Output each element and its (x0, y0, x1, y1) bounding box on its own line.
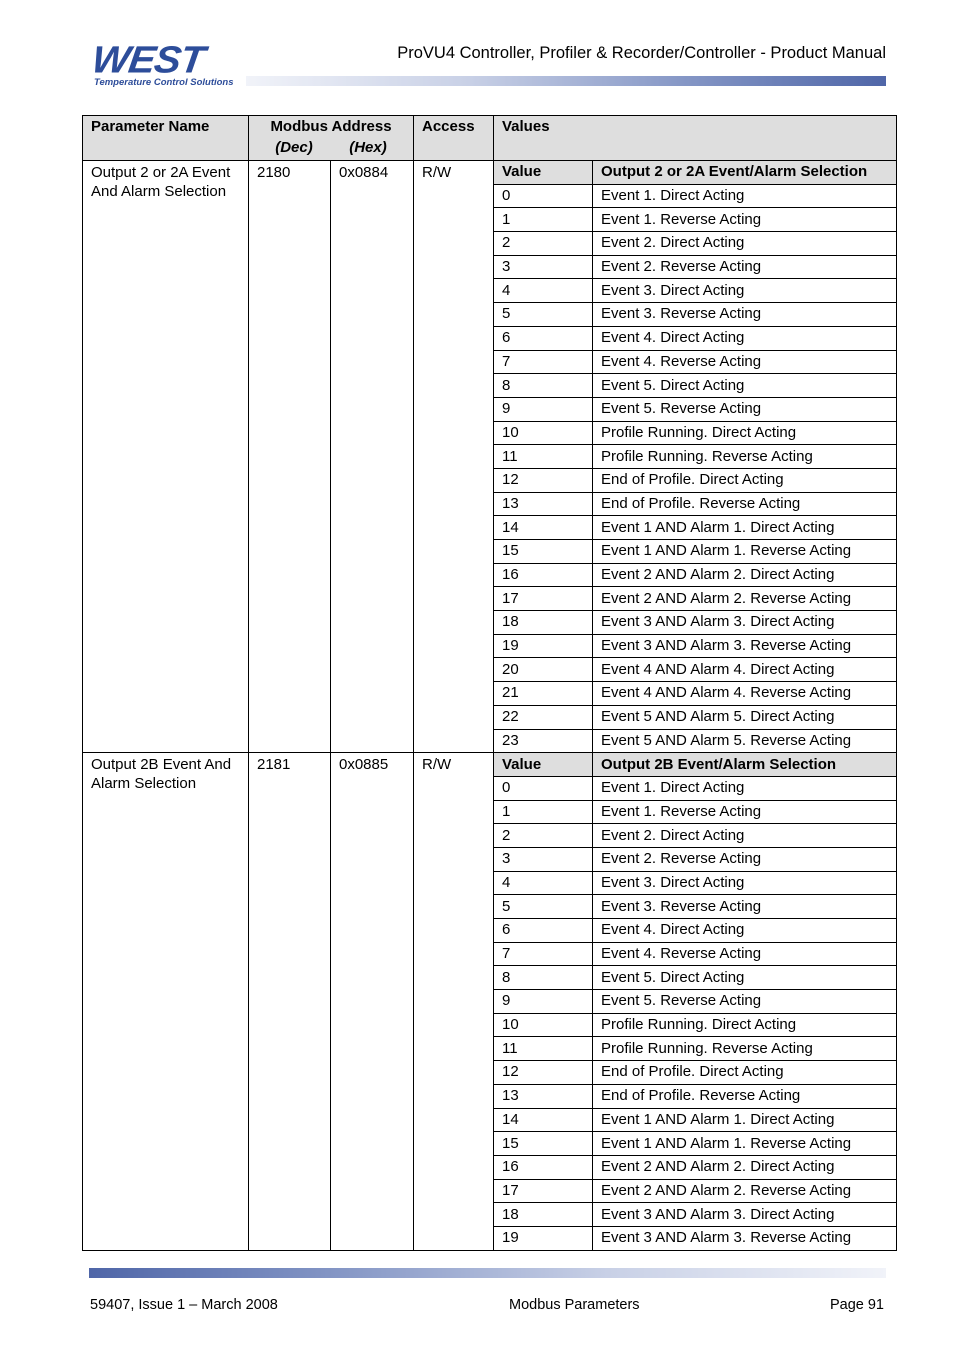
value-code: 0 (494, 776, 593, 800)
modbus-dec-text: 2180 (257, 164, 291, 181)
value-row (494, 800, 896, 824)
header-modbus-address (249, 116, 414, 161)
value-description: Event 1. Direct Acting (593, 776, 897, 800)
value-row (494, 184, 896, 208)
value-description: Event 2 AND Alarm 2. Direct Acting (593, 563, 897, 587)
value-row (494, 397, 896, 421)
value-description: Event 2. Direct Acting (593, 232, 897, 256)
value-code: 1 (494, 208, 593, 232)
header-hex: (Hex) (349, 139, 387, 156)
value-code: 13 (494, 492, 593, 516)
value-row (494, 729, 896, 752)
value-description: Event 2. Reverse Acting (593, 255, 897, 279)
value-row (494, 824, 896, 848)
access-mode-text: R/W (422, 756, 452, 774)
value-description: Event 4. Direct Acting (593, 919, 897, 943)
value-code: 3 (494, 255, 593, 279)
value-description: Event 3. Reverse Acting (593, 303, 897, 327)
value-description: Event 2 AND Alarm 2. Direct Acting (593, 1155, 897, 1179)
modbus-parameter-table (82, 115, 897, 1251)
value-code: 22 (494, 705, 593, 729)
value-code: 1 (494, 800, 593, 824)
modbus-hex (331, 161, 414, 753)
parameter-name (83, 753, 249, 1250)
modbus-hex-text: 0x0884 (339, 164, 389, 181)
header-modbus-label: Modbus Address (270, 118, 392, 135)
value-row (494, 563, 896, 587)
value-code: 16 (494, 563, 593, 587)
value-description: Profile Running. Direct Acting (593, 1013, 897, 1037)
value-row (494, 1203, 896, 1227)
value-row (494, 445, 896, 469)
value-code: 4 (494, 871, 593, 895)
value-row (494, 1084, 896, 1108)
value-row (494, 847, 896, 871)
value-code: 6 (494, 919, 593, 943)
value-row (494, 1037, 896, 1061)
value-row (494, 587, 896, 611)
value-row (494, 919, 896, 943)
value-description: End of Profile. Reverse Acting (593, 1084, 897, 1108)
value-row (494, 208, 896, 232)
value-code: 23 (494, 729, 593, 752)
value-row (494, 350, 896, 374)
value-row (494, 776, 896, 800)
value-description: Event 5. Direct Acting (593, 374, 897, 398)
description-col-header: Output 2B Event/Alarm Selection (593, 753, 897, 776)
value-code: 0 (494, 184, 593, 208)
value-row (494, 1013, 896, 1037)
value-description: Event 5. Direct Acting (593, 966, 897, 990)
value-code: 9 (494, 397, 593, 421)
value-description: Event 1 AND Alarm 1. Direct Acting (593, 516, 897, 540)
access-mode (414, 161, 494, 753)
footer-section-name: Modbus Parameters (509, 1297, 640, 1313)
value-description: End of Profile. Direct Acting (593, 468, 897, 492)
parameter-row (83, 753, 897, 1250)
value-code: 14 (494, 516, 593, 540)
value-row (494, 1132, 896, 1156)
value-description: Event 5. Reverse Acting (593, 990, 897, 1014)
value-col-header: Value (494, 161, 593, 184)
value-code: 3 (494, 847, 593, 871)
value-row (494, 1108, 896, 1132)
value-code: 2 (494, 232, 593, 256)
value-row (494, 611, 896, 635)
modbus-hex (331, 753, 414, 1250)
value-row (494, 421, 896, 445)
footer-divider-bar (89, 1268, 886, 1278)
value-code: 17 (494, 1179, 593, 1203)
values-cell (494, 161, 897, 753)
value-code: 5 (494, 303, 593, 327)
description-col-header: Output 2 or 2A Event/Alarm Selection (593, 161, 897, 184)
header-access: Access (414, 116, 494, 161)
value-row (494, 279, 896, 303)
value-code: 8 (494, 966, 593, 990)
value-code: 20 (494, 658, 593, 682)
value-list (494, 161, 896, 752)
value-row (494, 990, 896, 1014)
value-description: Event 5 AND Alarm 5. Direct Acting (593, 705, 897, 729)
value-row (494, 1155, 896, 1179)
value-code: 9 (494, 990, 593, 1014)
value-code: 7 (494, 942, 593, 966)
value-row (494, 966, 896, 990)
value-code: 10 (494, 421, 593, 445)
value-code: 19 (494, 634, 593, 658)
value-code: 15 (494, 540, 593, 564)
value-description: Event 3 AND Alarm 3. Direct Acting (593, 611, 897, 635)
value-code: 14 (494, 1108, 593, 1132)
parameter-name-text: Output 2 or 2A Event And Alarm Selection (91, 164, 231, 200)
value-row (494, 658, 896, 682)
value-description: End of Profile. Reverse Acting (593, 492, 897, 516)
value-description: Event 2. Direct Acting (593, 824, 897, 848)
value-row (494, 232, 896, 256)
value-description: Event 5. Reverse Acting (593, 397, 897, 421)
value-row (494, 540, 896, 564)
value-description: Event 2 AND Alarm 2. Reverse Acting (593, 587, 897, 611)
value-row (494, 634, 896, 658)
parameter-row (83, 161, 897, 753)
value-description: Event 3 AND Alarm 3. Direct Acting (593, 1203, 897, 1227)
modbus-dec (249, 753, 331, 1250)
document-title: ProVU4 Controller, Profiler & Recorder/Controller - Product Manual (397, 44, 886, 62)
header-values: Values (494, 116, 897, 161)
modbus-dec (249, 161, 331, 753)
access-mode-text: R/W (422, 164, 452, 181)
value-description: Event 3 AND Alarm 3. Reverse Acting (601, 1229, 852, 1247)
value-description: Event 3. Direct Acting (593, 279, 897, 303)
value-description: Event 4. Direct Acting (593, 326, 897, 350)
value-description: Event 1. Reverse Acting (593, 800, 897, 824)
value-row (494, 1061, 896, 1085)
value-description: Event 1. Direct Acting (593, 184, 897, 208)
value-list (494, 753, 896, 1249)
value-row (494, 516, 896, 540)
value-row (494, 255, 896, 279)
value-code: 4 (494, 279, 593, 303)
value-code: 15 (494, 1132, 593, 1156)
value-description: Event 4. Reverse Acting (593, 350, 897, 374)
value-code: 18 (494, 1203, 593, 1227)
footer-doc-reference: 59407, Issue 1 – March 2008 (90, 1297, 278, 1313)
value-code: 16 (494, 1155, 593, 1179)
logo-tagline: Temperature Control Solutions (94, 77, 234, 88)
value-row (494, 871, 896, 895)
value-description: End of Profile. Direct Acting (593, 1061, 897, 1085)
value-description: Event 2. Reverse Acting (593, 847, 897, 871)
value-code: 11 (494, 445, 593, 469)
value-description: Event 1 AND Alarm 1. Reverse Acting (593, 1132, 897, 1156)
value-description: Event 2 AND Alarm 2. Reverse Acting (593, 1179, 897, 1203)
value-description: Event 3. Reverse Acting (593, 895, 897, 919)
value-description: Event 4 AND Alarm 4. Direct Acting (593, 658, 897, 682)
value-row (494, 326, 896, 350)
value-code: 8 (494, 374, 593, 398)
value-row (494, 468, 896, 492)
parameter-name (83, 161, 249, 753)
modbus-hex-text: 0x0885 (339, 756, 389, 774)
value-code: 18 (494, 611, 593, 635)
value-code: 5 (494, 895, 593, 919)
west-logo (89, 39, 248, 92)
value-description: Event 5 AND Alarm 5. Reverse Acting (601, 731, 852, 749)
value-description: Profile Running. Direct Acting (593, 421, 897, 445)
header-dec: (Dec) (275, 139, 313, 156)
header-divider-bar (246, 76, 886, 86)
value-row (494, 682, 896, 706)
value-code: 12 (494, 1061, 593, 1085)
value-row (494, 942, 896, 966)
access-mode (414, 753, 494, 1250)
value-code: 17 (494, 587, 593, 611)
value-row (494, 895, 896, 919)
logo-wordmark: WEST (89, 39, 207, 81)
value-row (494, 705, 896, 729)
value-description: Event 1. Reverse Acting (593, 208, 897, 232)
value-code: 10 (494, 1013, 593, 1037)
value-code: 6 (494, 326, 593, 350)
parameter-name-text: Output 2B Event And Alarm Selection (91, 756, 232, 793)
value-description: Profile Running. Reverse Acting (593, 1037, 897, 1061)
value-description: Event 3. Direct Acting (593, 871, 897, 895)
value-col-header: Value (494, 753, 593, 776)
value-list-header (494, 753, 896, 776)
header-parameter-name: Parameter Name (83, 116, 249, 161)
values-cell (494, 753, 897, 1250)
value-description: Event 4 AND Alarm 4. Reverse Acting (593, 682, 897, 706)
value-code: 2 (494, 824, 593, 848)
value-description: Event 3 AND Alarm 3. Reverse Acting (593, 634, 897, 658)
value-code: 7 (494, 350, 593, 374)
value-code: 11 (494, 1037, 593, 1061)
value-description: Event 1 AND Alarm 1. Reverse Acting (593, 540, 897, 564)
value-description: Event 4. Reverse Acting (593, 942, 897, 966)
value-row (494, 1179, 896, 1203)
value-row (494, 492, 896, 516)
value-description: Event 1 AND Alarm 1. Direct Acting (593, 1108, 897, 1132)
value-code: 19 (494, 1226, 593, 1249)
value-code: 12 (494, 468, 593, 492)
table-header-row (83, 116, 897, 161)
value-code: 13 (494, 1084, 593, 1108)
value-description: Profile Running. Reverse Acting (593, 445, 897, 469)
value-code: 21 (494, 682, 593, 706)
value-row (494, 374, 896, 398)
value-list-header (494, 161, 896, 184)
value-row (494, 303, 896, 327)
value-row (494, 1226, 896, 1249)
footer-page-number: Page 91 (829, 1297, 884, 1313)
modbus-dec-text: 2181 (257, 756, 291, 774)
